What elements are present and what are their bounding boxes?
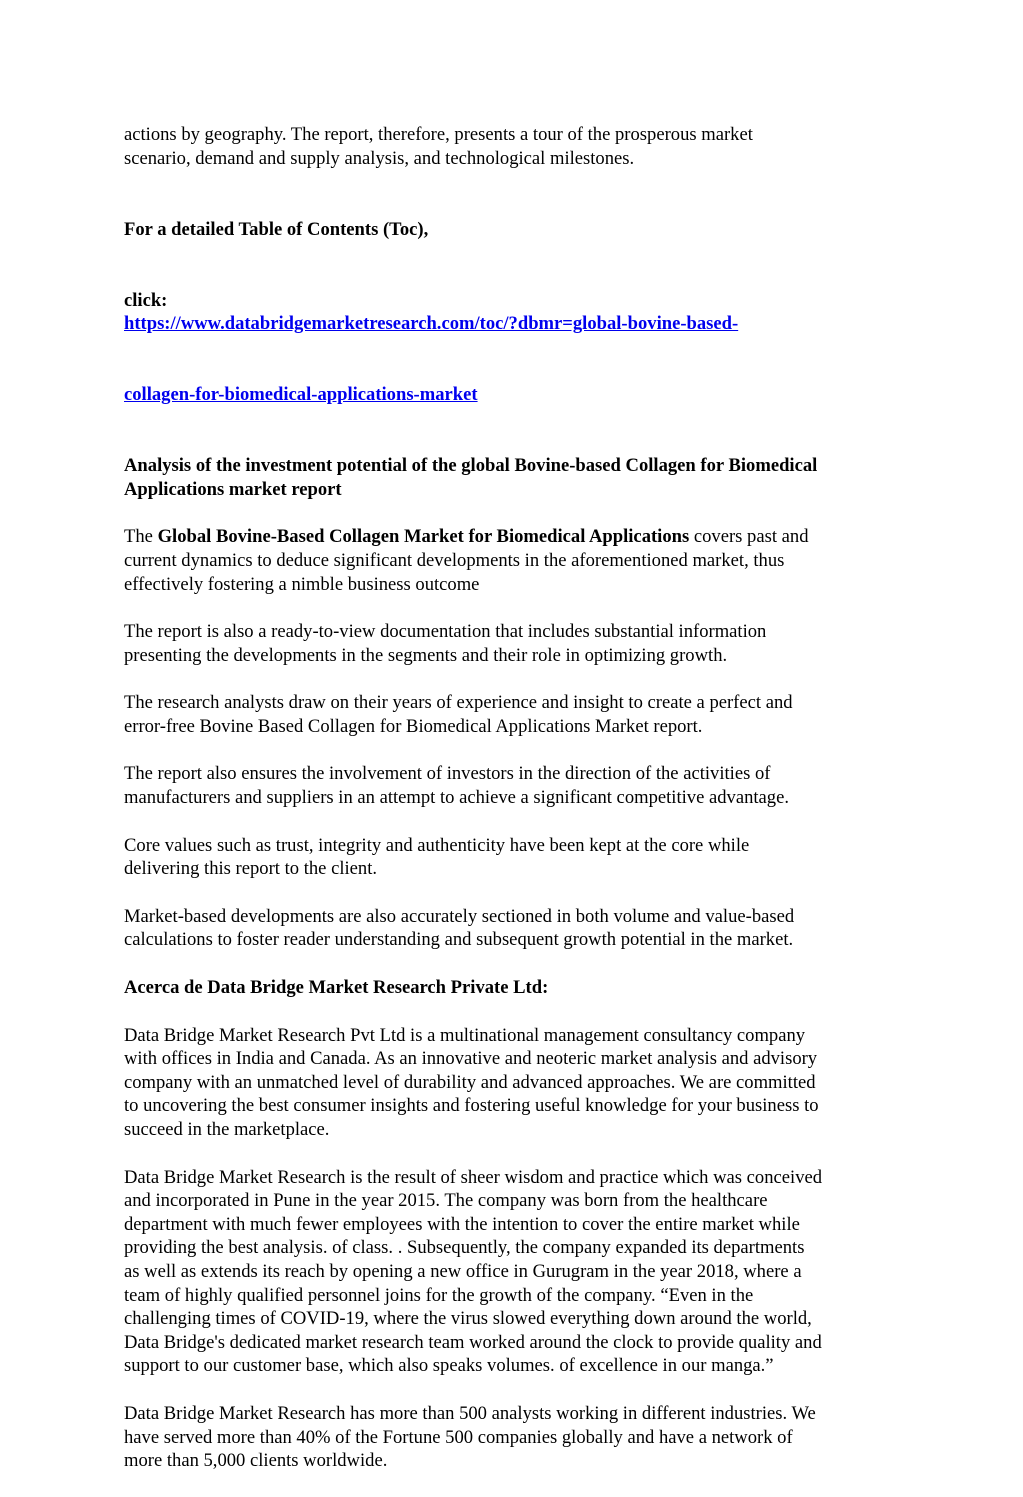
toc-link-line1[interactable]: https://www.databridgemarketresearch.com/toc/?dbmr=global-bovine-based- [124, 313, 739, 335]
global-market-title: Global Bovine-Based Collagen Market for Biomedical Applications [157, 526, 690, 548]
intro-paragraph: actions by geography. The report, therefore, presents a tour of the prosperous market scenario, demand and supply analysis, and technological milestones. [124, 124, 753, 169]
market-developments-paragraph: Market-based developments are also accurately sectioned in both volume and value-based calculations to foster reader understanding and subsequent growth potential in the market. [124, 905, 795, 951]
global-paragraph-rest: covers past and current dynamics to deduce significant developments in the aforementioned market, thus effectively fostering a nimble business outcome [124, 526, 809, 595]
toc-link[interactable] [124, 313, 738, 334]
toc-link-line2[interactable]: collagen-for-biomedical-applications-market [124, 383, 478, 405]
core-values-paragraph: Core values such as trust, integrity and authenticity have been kept at the core while delivering this report to the client. [124, 834, 750, 880]
about-heading: Acerca de Data Bridge Market Research Private Ltd: [124, 977, 549, 999]
company-history-paragraph: Data Bridge Market Research is the result of sheer wisdom and practice which was conceived and incorporated in Pune in the year 2015. The company was born from the healthcare department with much fewer employees with the intention to cover the entire market while providing the best analysis. of class. . Subsequently, the company expanded its departments as well as extends its reach by opening a new office in Gurugram in the year 2018, where a team of highly qualified personnel joins for the growth of the company. “Even in the challenging times of COVID-19, where the virus slowed everything down around the world, Data Bridge's dedicated market research team worked around the clock to provide quality and support to our customer base, which also speaks volumes. of excellence in our manga.” [124, 1166, 823, 1377]
toc-heading: For a detailed Table of Contents (Toc), [124, 218, 429, 240]
toc-block [124, 194, 914, 430]
analysts-paragraph: Data Bridge Market Research has more than 500 analysts working in different industries. We have served more than 40% of the Fortune 500 companies globally and have a network of more than 5,000 clients worldwide. [124, 1402, 816, 1472]
about-company-paragraph: Data Bridge Market Research Pvt Ltd is a multinational management consultancy company with offices in India and Canada. As an innovative and neoteric market analysis and advisory company with an unmatched level of durability and advanced approaches. We are committed to uncovering the best consumer insights and fostering useful knowledge for your business to succeed in the marketplace. [124, 1024, 819, 1140]
toc-link-continued[interactable] [124, 384, 478, 405]
investors-paragraph: The report also ensures the involvement of investors in the direction of the activities of manufacturers and suppliers in an attempt to achieve a significant competitive advantage. [124, 763, 789, 809]
global-paragraph-lead: The [124, 526, 158, 548]
document-page [124, 123, 914, 1497]
research-analysts-paragraph: The research analysts draw on their years of experience and insight to create a perfect and error-free Bovine Based Collagen for Biomedical Applications Market report. [124, 692, 793, 737]
toc-click-label: click: [124, 289, 168, 311]
report-documentation-paragraph: The report is also a ready-to-view documentation that includes substantial information presenting the developments in the segments and their role in optimizing growth. [124, 621, 767, 666]
global-market-paragraph [124, 525, 914, 596]
investment-heading: Analysis of the investment potential of the global Bovine-based Collagen for Biomedical Applications market report [124, 455, 818, 500]
